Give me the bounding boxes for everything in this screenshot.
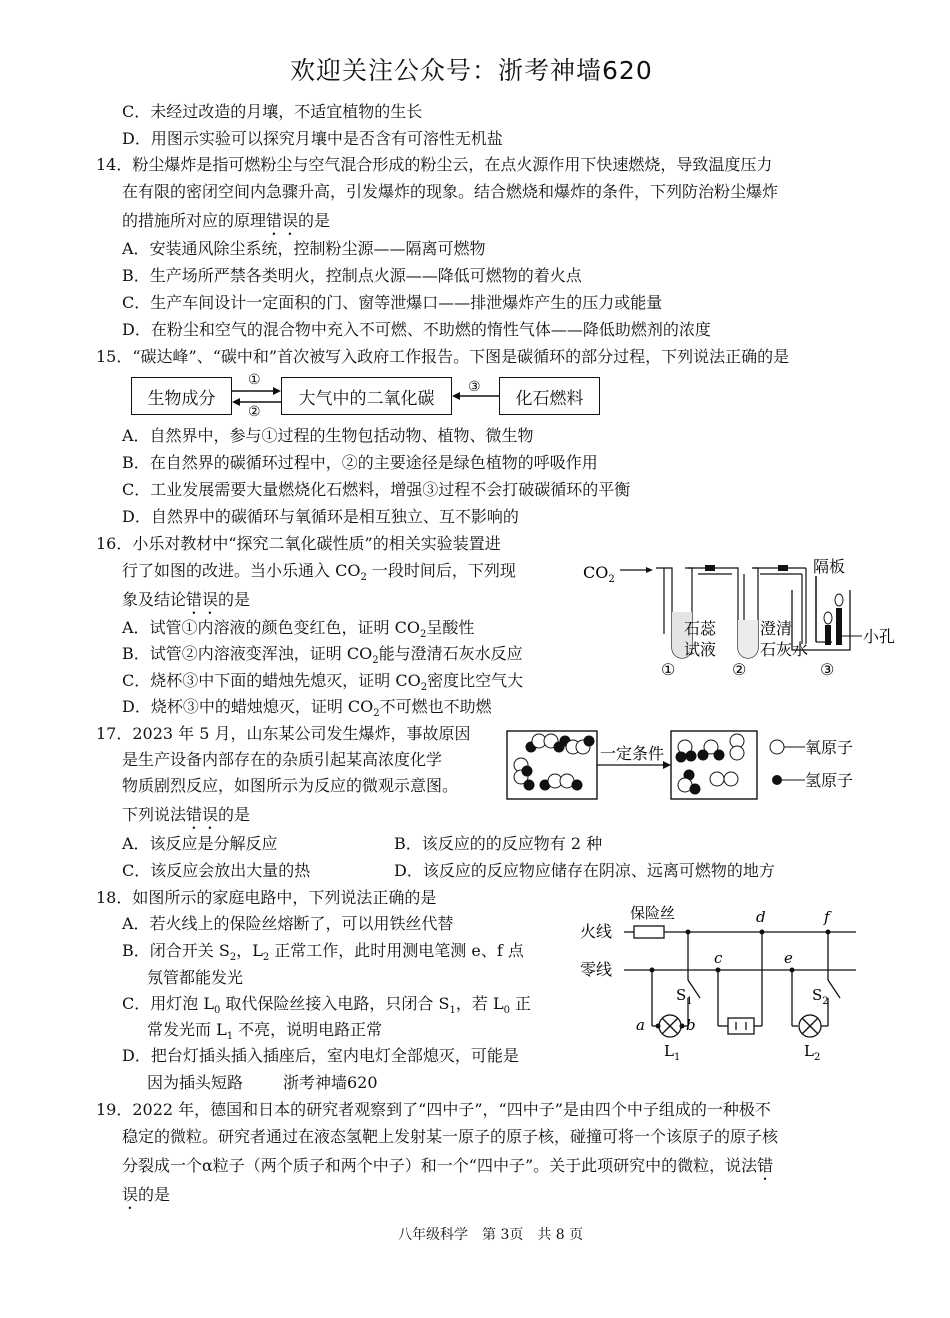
q18-option-b-line2: 氖管都能发光 bbox=[147, 968, 244, 987]
household-circuit-figure bbox=[580, 900, 870, 1070]
beaker-3-number: ③ bbox=[820, 660, 835, 679]
q18-option-d-line1: D．把台灯插头插入插座后，室内电灯全部熄灭，可能是 bbox=[122, 1046, 519, 1065]
q16-stem-line2: 行了如图的改进。当小乐通入 $CO_2$ 一段时间后，下列现 bbox=[122, 561, 516, 584]
q19-stem-line2: 稳定的微粒。研究者通过在液态氢靶上发射某一原子的原子核，碰撞可将一个该原子的原子核 bbox=[122, 1127, 779, 1146]
fuse-label: 保险丝 bbox=[630, 904, 676, 922]
point-d-label: d bbox=[756, 908, 766, 926]
q17-option-b: B．该反应的的反应物有 2 种 bbox=[394, 834, 603, 853]
q17-stem-line3: 物质剧烈反应，如图所示为反应的微观示意图。 bbox=[122, 776, 459, 795]
q19-stem-line4: 误的是 bbox=[122, 1185, 171, 1204]
q15-option-b: B．在自然界的碳循环过程中，②的主要途径是绿色植物的呼吸作用 bbox=[122, 453, 598, 472]
page-footer: 八年级科学 第 3页 共 8 页 bbox=[398, 1227, 584, 1243]
q19-keyword-part1: 错 bbox=[757, 1156, 774, 1175]
co2-arrow-icon bbox=[646, 567, 653, 573]
q14-stem-line2: 在有限的密闭空间内急骤升高，引发爆炸的现象。结合燃烧和爆炸的条件，下列防治粉尘爆炸 bbox=[122, 182, 779, 201]
q15-option-d: D．自然界中的碳循环与氧循环是相互独立、互不影响的 bbox=[122, 507, 519, 526]
q18-option-c-line1: C．用灯泡 $L_0$ 取代保险丝接入电路，只闭合 $S_1$，若 $L_0$ 正 bbox=[122, 994, 532, 1017]
q14-option-a: A．安装通风除尘系统，控制粉尘源——隔离可燃物 bbox=[122, 239, 486, 258]
box-atmospheric-co2: 大气中的二氧化碳 bbox=[281, 377, 452, 415]
q14-option-b: B．生产场所严禁各类明火，控制点火源——降低可燃物的着火点 bbox=[122, 266, 582, 285]
q14-stem-line1: 14．粉尘爆炸是指可燃粉尘与空气混合形成的粉尘云，在点火源作用下快速燃烧，导致温度压力 bbox=[96, 155, 773, 174]
watermark-text: 浙考神墙620 bbox=[283, 1073, 378, 1092]
point-b-label: b bbox=[686, 1016, 696, 1034]
point-c-label: c bbox=[714, 949, 723, 967]
process-3-label: ③ bbox=[468, 379, 481, 395]
hydrogen-atom-legend-icon bbox=[772, 775, 782, 785]
flame-icon bbox=[835, 594, 843, 606]
partition-label: 隔板 bbox=[813, 557, 846, 576]
candle-high bbox=[836, 608, 842, 645]
oxygen-atom-legend-icon bbox=[770, 740, 784, 754]
q19-stem-line1: 19．2022 年，德国和日本的研究者观察到了“四中子”，“四中子”是由四个中子组成的一种极不 bbox=[96, 1100, 771, 1119]
lamp-l1-label: $L_1$ bbox=[664, 1042, 681, 1063]
reaction-micro-diagram bbox=[505, 727, 885, 803]
small-hole-label: 小孔 bbox=[863, 627, 896, 646]
q14-keyword: 错误 bbox=[266, 211, 299, 230]
connector-1 bbox=[705, 565, 715, 571]
tube-1-number: ① bbox=[661, 660, 676, 679]
q17-stem-line2: 是生产设备内部存在的杂质引起某高浓度化学 bbox=[122, 750, 443, 769]
limewater bbox=[738, 620, 758, 658]
q17-option-a: A．该反应是分解反应 bbox=[122, 834, 278, 853]
limewater-label-2: 石灰水 bbox=[760, 640, 809, 659]
reaction-condition-label: 一定条件 bbox=[600, 744, 665, 763]
q16-option-c: C．烧杯③中下面的蜡烛先熄灭，证明 $CO_2$密度比空气大 bbox=[122, 671, 524, 694]
litmus-label-2: 试液 bbox=[684, 640, 717, 659]
litmus-label-1: 石蕊 bbox=[684, 619, 717, 638]
page-header-title: 欢迎关注公众号：浙考神墙620 bbox=[290, 56, 653, 85]
switch-s1-label: $S_1$ bbox=[676, 986, 693, 1007]
q15-option-a: A．自然界中，参与①过程的生物包括动物、植物、微生物 bbox=[122, 426, 534, 445]
q19-keyword-part2: 误 bbox=[122, 1185, 139, 1204]
co2-experiment-figure bbox=[580, 550, 910, 680]
point-a-label: a bbox=[636, 1016, 645, 1034]
limewater-label-1: 澄清 bbox=[760, 619, 793, 638]
q17-stem-line4: 下列说法错误的是 bbox=[122, 805, 251, 824]
q16-option-d: D．烧杯③中的蜡烛熄灭，证明 $CO_2$不可燃也不助燃 bbox=[122, 697, 492, 720]
lamp-l2-label: $L_2$ bbox=[804, 1042, 821, 1063]
q16-option-b: B．试管②内溶液变浑浊，证明 $CO_2$能与澄清石灰水反应 bbox=[122, 644, 523, 667]
q18-option-d-line2: 因为插头短路 bbox=[147, 1073, 244, 1092]
q16-keyword: 错误 bbox=[186, 590, 219, 609]
reaction-arrow-icon bbox=[663, 761, 671, 769]
q17-option-d: D．该反应的反应物应储存在阴凉、远离可燃物的地方 bbox=[394, 861, 775, 880]
flame-icon bbox=[824, 612, 832, 624]
switch-s2-label: $S_2$ bbox=[812, 986, 829, 1007]
q17-stem-line1: 17．2023 年 5 月，山东某公司发生爆炸，事故原因 bbox=[96, 724, 471, 743]
q19-stem-line3: 分裂成一个α粒子（两个质子和两个中子）和一个“四中子”。关于此项研究中的微粒，说法错 bbox=[122, 1156, 774, 1175]
q17-option-c: C．该反应会放出大量的热 bbox=[122, 861, 311, 880]
q16-stem-line1: 16．小乐对教材中“探究二氧化碳性质”的相关实验装置进 bbox=[96, 534, 501, 553]
point-f-label: f bbox=[824, 908, 830, 926]
box-fossil-fuel: 化石燃料 bbox=[499, 377, 600, 415]
co2-inlet-label: $CO_2$ bbox=[583, 563, 615, 585]
process-2-label: ② bbox=[248, 404, 261, 420]
q18-option-a: A．若火线上的保险丝熔断了，可以用铁丝代替 bbox=[122, 914, 454, 933]
box-biological-component: 生物成分 bbox=[131, 377, 232, 415]
oxygen-atom-label: 氧原子 bbox=[805, 738, 854, 757]
q15-stem: 15．“碳达峰”、“碳中和”首次被写入政府工作报告。下图是碳循环的部分过程，下列说法正确的是 bbox=[96, 347, 790, 366]
q13-option-c: C．未经过改造的月壤，不适宜植物的生长 bbox=[122, 102, 423, 121]
q14-stem-line3: 的措施所对应的原理错误的是 bbox=[122, 211, 331, 230]
socket bbox=[728, 1018, 754, 1034]
q14-option-c: C．生产车间设计一定面积的门、窗等泄爆口——排泄爆炸产生的压力或能量 bbox=[122, 293, 663, 312]
q18-option-b-line1: B．闭合开关 $S_2$，$L_2$ 正常工作，此时用测电笔测 e、f 点 bbox=[122, 941, 524, 964]
connector-2 bbox=[778, 565, 788, 571]
q15-option-c: C．工业发展需要大量燃烧化石燃料，增强③过程不会打破碳循环的平衡 bbox=[122, 480, 631, 499]
q18-stem: 18．如图所示的家庭电路中，下列说法正确的是 bbox=[96, 888, 437, 907]
q17-keyword: 错误 bbox=[186, 805, 219, 824]
live-wire-label: 火线 bbox=[580, 922, 613, 941]
point-e-label: e bbox=[784, 949, 793, 967]
process-1-label: ① bbox=[248, 372, 261, 388]
tube-2-number: ② bbox=[732, 660, 747, 679]
q16-option-a: A．试管①内溶液的颜色变红色，证明 $CO_2$呈酸性 bbox=[122, 618, 475, 641]
hydrogen-atom-label: 氢原子 bbox=[805, 771, 854, 790]
fuse bbox=[634, 926, 664, 938]
q13-option-d: D．用图示实验可以探究月壤中是否含有可溶性无机盐 bbox=[122, 129, 503, 148]
q14-option-d: D．在粉尘和空气的混合物中充入不可燃、不助燃的惰性气体——降低助燃剂的浓度 bbox=[122, 320, 711, 339]
q16-stem-line3: 象及结论错误的是 bbox=[122, 590, 251, 609]
neutral-wire-label: 零线 bbox=[580, 960, 613, 979]
q18-option-c-line2: 常发光而 $L_1$ 不亮，说明电路正常 bbox=[147, 1020, 383, 1043]
